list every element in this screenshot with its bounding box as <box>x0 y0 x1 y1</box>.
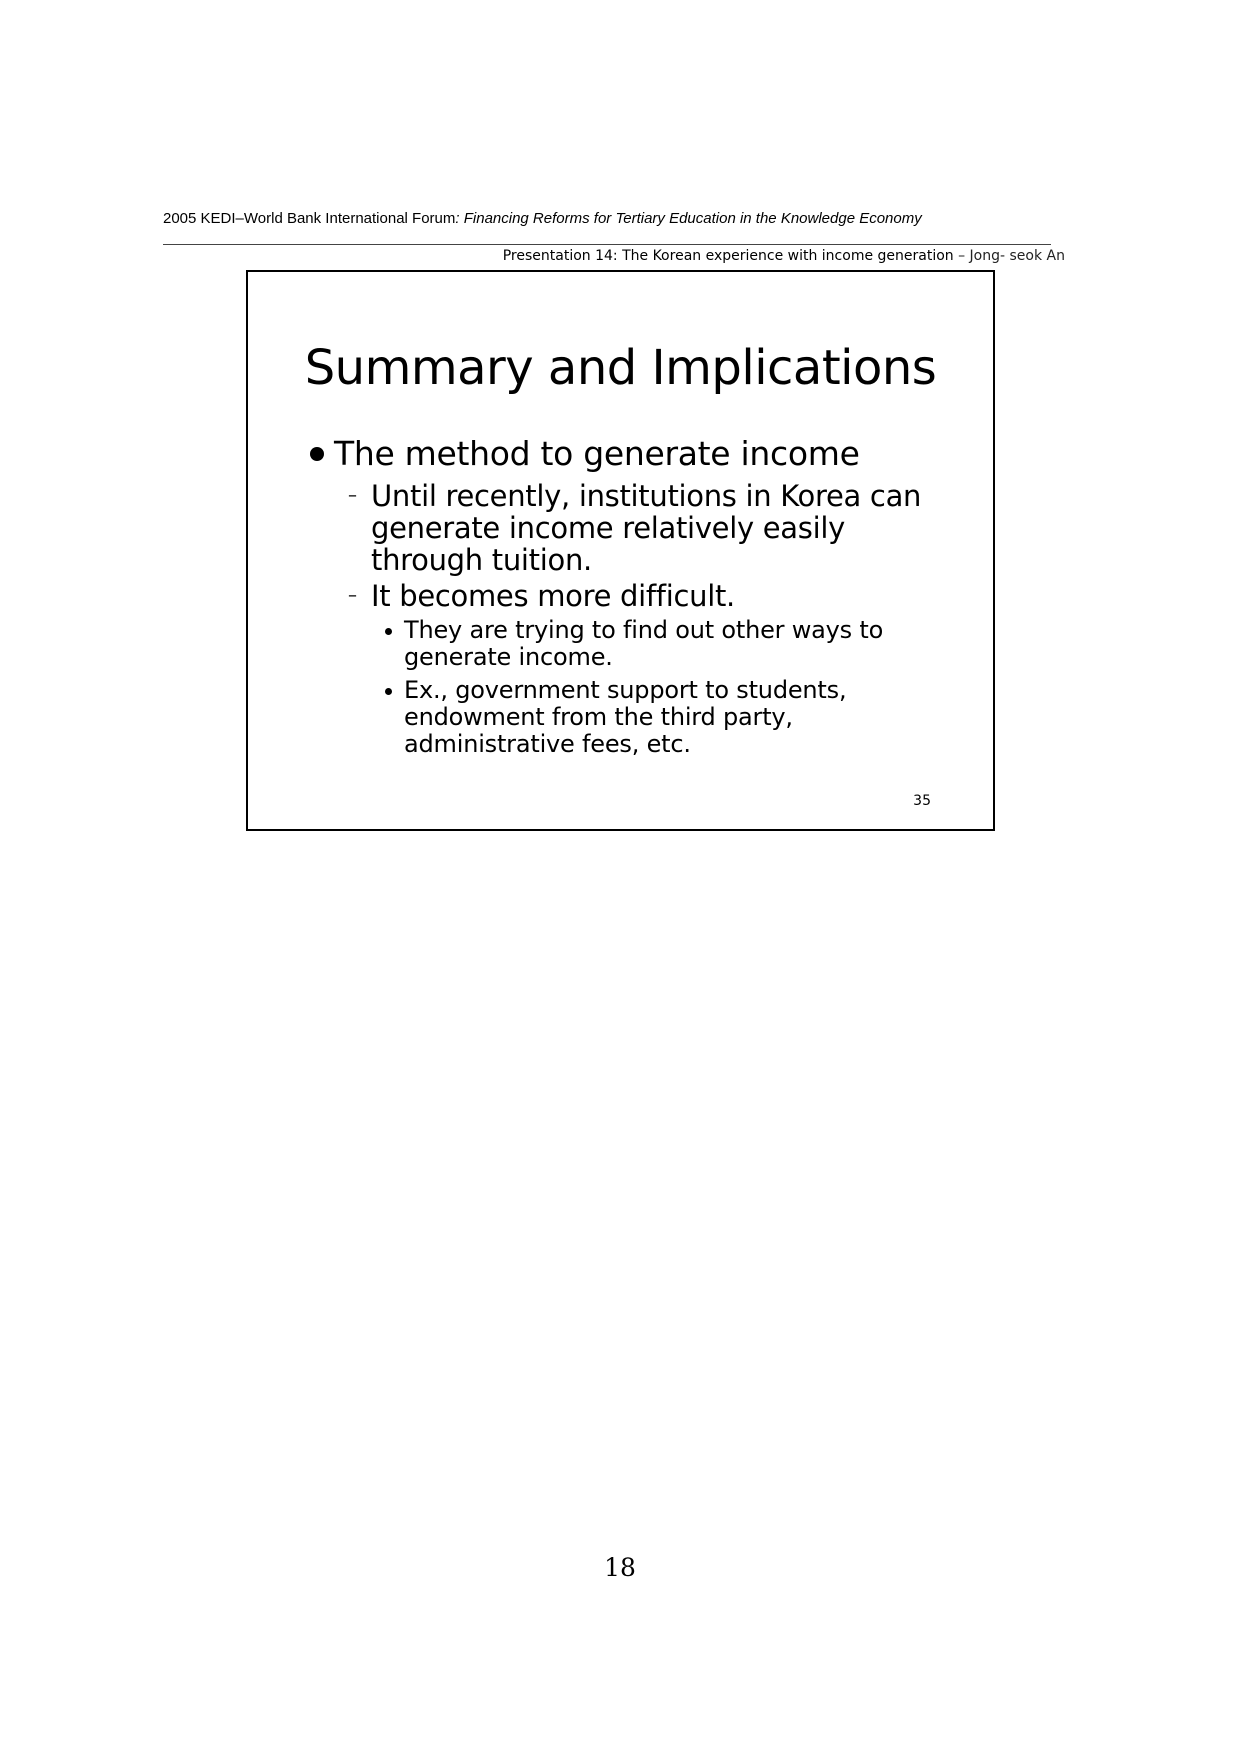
forum-subtitle: : Financing Reforms for Tertiary Education in the Knowledge Economy <box>455 210 922 227</box>
presentation-author: – Jong- seok An <box>953 248 1065 264</box>
presentation-title: Presentation 14: The Korean experience with income generation <box>502 248 954 264</box>
slide-number: 35 <box>913 793 931 809</box>
small-bullet-dot-icon <box>385 628 392 635</box>
slide-frame <box>246 270 995 831</box>
bullet-text: They are trying to find out other ways to generate income. <box>404 616 884 671</box>
dash-icon: – <box>348 485 357 506</box>
header-divider <box>163 244 1051 245</box>
bullet-text: Until recently, institutions in Korea can generate income relatively easily through tuition. <box>371 479 922 577</box>
bullet-text: The method to generate income <box>334 434 860 473</box>
bullet-level-3 <box>385 677 944 758</box>
bullet-level-2 <box>348 580 951 612</box>
bullet-level-3 <box>385 617 944 671</box>
slide-title: Summary and Implications <box>304 340 937 396</box>
bullet-dot-icon <box>310 447 324 461</box>
running-header-presentation <box>503 248 1065 264</box>
running-header-forum <box>163 210 922 227</box>
bullet-text: It becomes more difficult. <box>371 579 735 613</box>
bullet-level-1 <box>310 434 860 473</box>
dash-icon: – <box>348 585 357 606</box>
bullet-level-2 <box>348 480 951 576</box>
small-bullet-dot-icon <box>385 688 392 695</box>
forum-name: 2005 KEDI–World Bank International Forum <box>163 210 456 227</box>
page-number: 18 <box>604 1553 636 1582</box>
bullet-text: Ex., government support to students, endowment from the third party, administrative fees, etc. <box>404 676 847 758</box>
